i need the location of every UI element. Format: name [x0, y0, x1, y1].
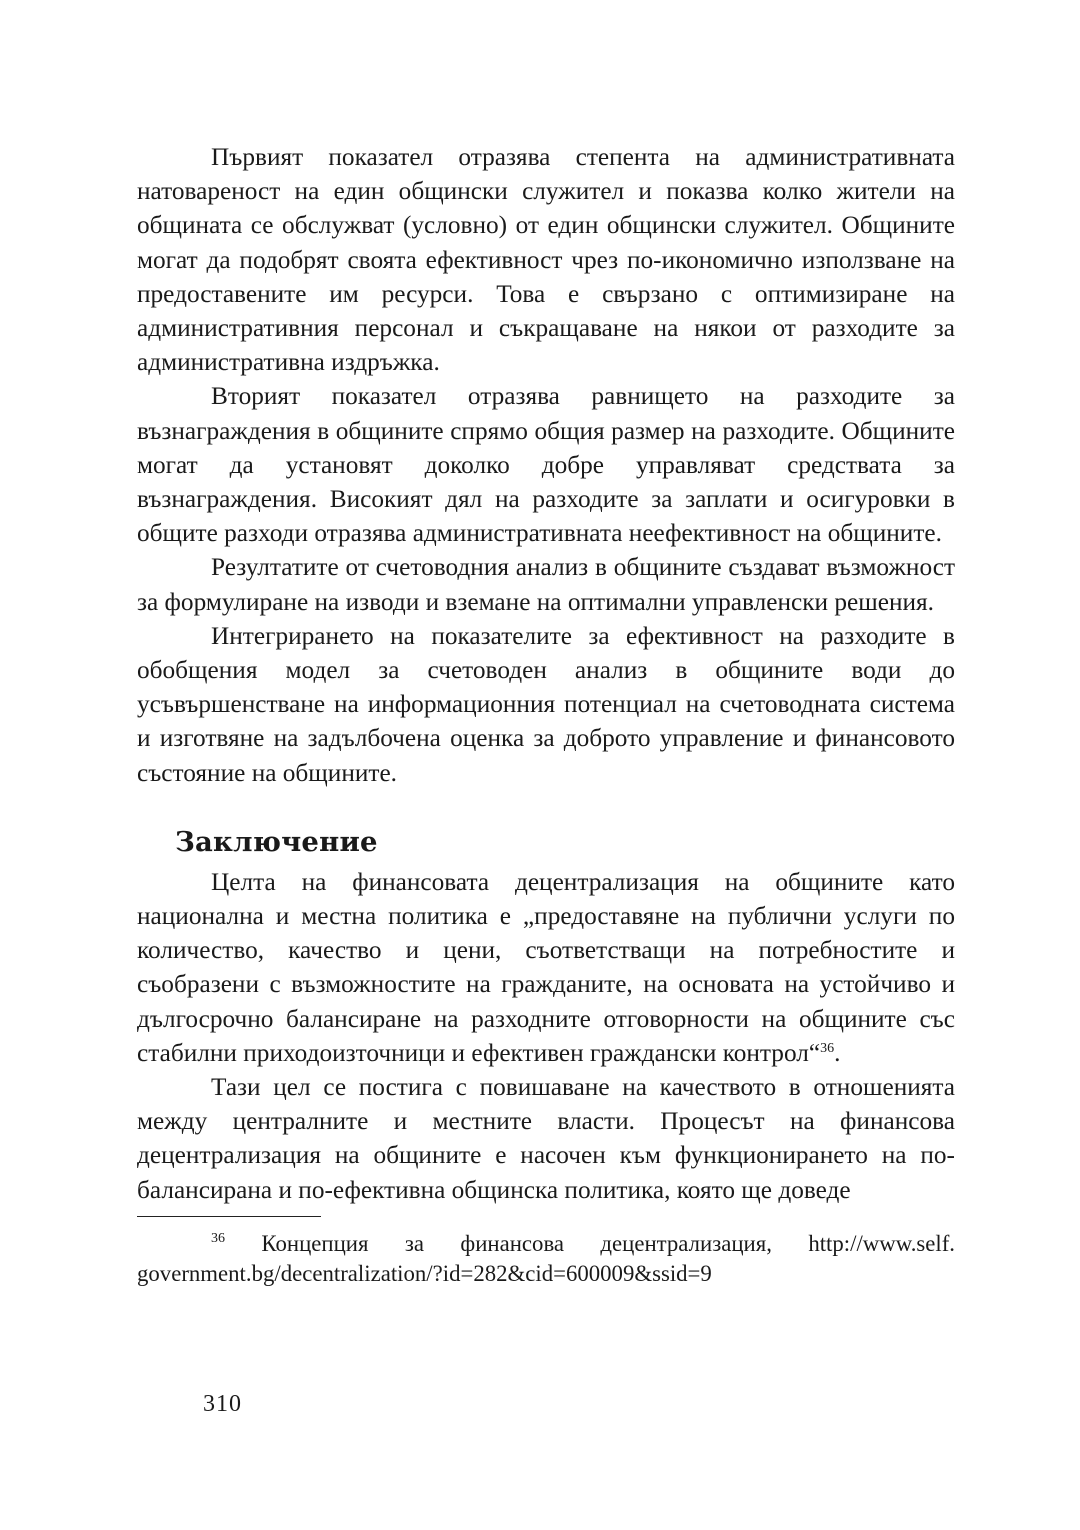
conclusion-paragraph: Тази цел се постига с повишаване на качеството в отношенията между централните и местните власти. Процесът на финансова децентрализация на общините е насочен към функционирането на по-балансирана и по-ефективна общинска политика, която ще доведе	[137, 1073, 955, 1204]
footnote-reference[interactable]: 36	[820, 1040, 835, 1056]
footnote-marker: 36	[211, 1230, 225, 1246]
page-number: 310	[203, 1391, 242, 1417]
footnote-separator	[137, 1216, 321, 1217]
conclusion-paragraph	[137, 865, 955, 1070]
footnote-text: Концепция за финансова децентрализация, http://www.self. government.bg/decentralization/?id=282&cid=600009&ssid=9	[137, 1230, 956, 1287]
footnote	[137, 1229, 955, 1290]
body-paragraph: Резултатите от счетоводния анализ в общините създават възможност за формулиране на изводи и вземане на оптимални управленски решения.	[137, 553, 955, 616]
body-paragraph: Интегрирането на показателите за ефективност на разходите в обобщения модел за счетоводен анализ в общините води до усъвършенстване на информационния потенциал на счетоводната система и изготвяне на задълбочена оценка за доброто управление и финансовото състояние на общините.	[137, 621, 955, 787]
section-heading: Заключение	[175, 825, 378, 858]
body-paragraph: Вторият показател отразява равнището на разходите за възнаграждения в общините спрямо общия размер на разходите. Общините могат да установят доколко добре управляват средствата за възнаграждения. Високият дял на разходите за заплати и осигуровки в общите разходи отразява административната неефективност на общините.	[137, 382, 955, 548]
conclusion-paragraph-text: Целта на финансовата децентрализация на общините като национална и местна политика е „предоставяне на публични услуги по количество, качество и цени, съответстващи на потребностите и съобразени с възможностите на гражданите, на основата на устойчиво и дългосрочно балансиране на разходните отговорности на общините със стабилни приходоизточници и ефективен граждански контрол“	[137, 867, 955, 1067]
conclusion-paragraph-end: .	[834, 1038, 841, 1067]
page-body	[137, 140, 955, 1290]
body-paragraph: Първият показател отразява степента на административната натовареност на един общински служител и показва колко жители на общината се обслужват (условно) от един общински служител. Общините могат да подобрят своята ефективност чрез по-икономично използване на предоставените им ресурси. Това е свързано с оптимизиране на административния персонал и съкращаване на някои от разходите за административна издръжка.	[137, 143, 955, 377]
